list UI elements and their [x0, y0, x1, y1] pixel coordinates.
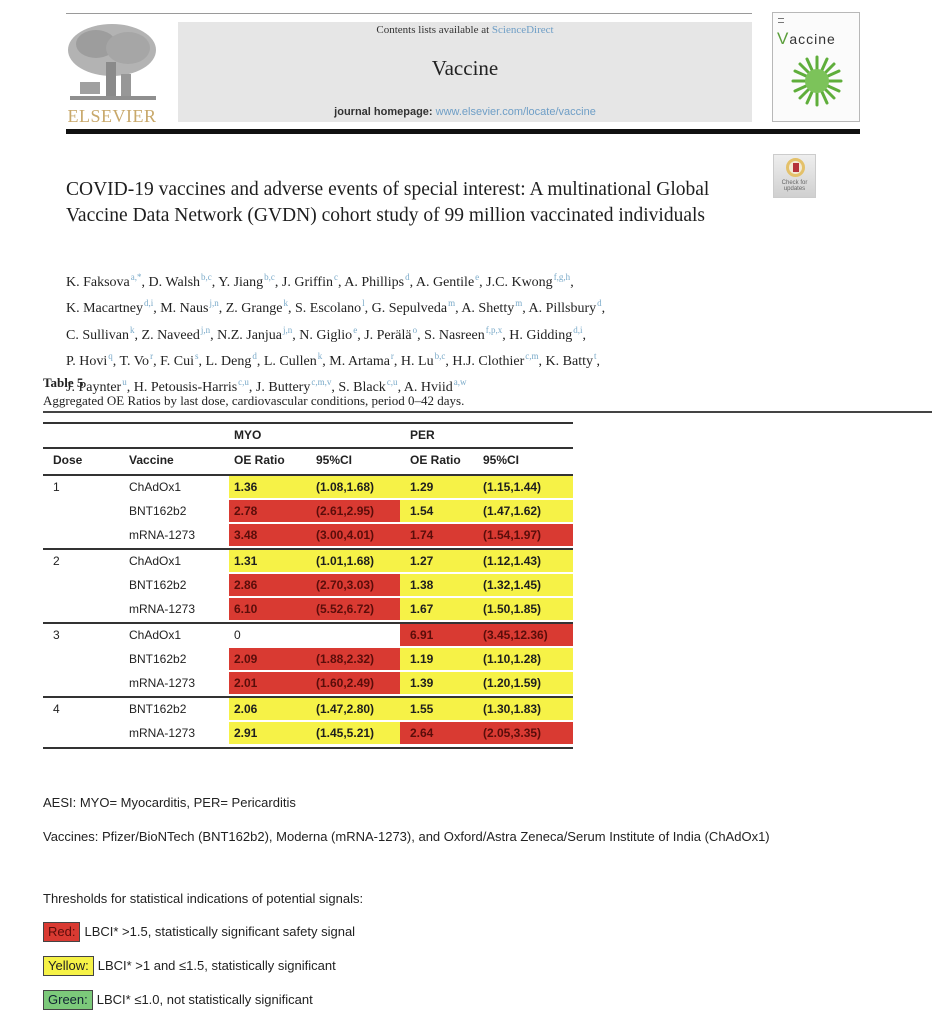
author-name[interactable]: C. Sullivan	[66, 327, 130, 343]
homepage-link[interactable]: www.elsevier.com/locate/vaccine	[435, 106, 596, 118]
author-name[interactable]: A. Shetty	[461, 301, 515, 317]
check-for-updates-button[interactable]	[773, 154, 816, 198]
header-top-rule	[66, 13, 286, 14]
author-affiliation[interactable]: q	[108, 350, 113, 361]
author-line: K. Macartney$^{d,i}$, M. Naus$^{j,n}$, Z. Grange$^k$, S. Escolano$^l$, G. Sepulveda$^m$, A. Shetty$^m$, A. Pillsbury$^d$,	[66, 298, 606, 317]
cell-myo-oe: 2.09	[229, 648, 310, 670]
cell-vaccine: ChAdOx1	[129, 554, 182, 568]
cell-myo-ci: (1.01,1.68)	[310, 550, 400, 572]
author-name[interactable]: N. Giglio	[299, 327, 353, 343]
group-header-per: PER	[410, 428, 435, 442]
author-name[interactable]: A. Phillips	[344, 275, 405, 290]
table-row	[43, 476, 573, 498]
cell-dose: 2	[53, 554, 60, 568]
group-header-row	[43, 424, 573, 446]
author-affiliation[interactable]: k	[283, 298, 288, 309]
author-name[interactable]: P. Hovi	[66, 353, 108, 369]
author-name[interactable]: S. Nasreen	[424, 327, 485, 343]
author-affiliation[interactable]: c,u	[386, 377, 398, 388]
column-header-row	[43, 449, 573, 471]
cell-myo-oe: 6.10	[229, 598, 310, 620]
author-affiliation[interactable]: s	[194, 350, 199, 361]
cell-per-oe: 1.74	[400, 524, 475, 546]
author-affiliation[interactable]: m	[448, 298, 456, 309]
cell-per-ci: (1.32,1.45)	[475, 574, 573, 596]
cell-per-ci: (1.50,1.85)	[475, 598, 573, 620]
legend-text-yellow: LBCI* >1 and ≤1.5, statistically significant	[97, 958, 336, 973]
author-affiliation[interactable]: r	[150, 350, 154, 361]
legend-item-green	[43, 990, 313, 1012]
author-affiliation[interactable]: d	[405, 272, 410, 282]
author-affiliation[interactable]: c,m	[525, 350, 539, 361]
table-row	[43, 550, 573, 572]
legend-item-yellow	[43, 956, 336, 978]
table-row	[43, 672, 573, 694]
cell-myo-ci: (2.61,2.95)	[310, 500, 400, 522]
author-line: K. Faksova$^{a,*}$, D. Walsh$^{b,c}$, Y. Jiang$^{b,c}$, J. Griffin$^c$, A. Phillips$^d$, A. Gentile$^e$, J.C. Kwong$^{f,g,h}$,	[66, 272, 574, 290]
table-caption: Aggregated OE Ratios by last dose, cardiovascular conditions, period 0–42 days.	[43, 393, 465, 408]
table-row	[43, 698, 573, 720]
cell-myo-ci: (1.45,5.21)	[310, 722, 400, 744]
legend-swatch-green: Green:	[43, 990, 93, 1010]
virus-illustration-icon	[789, 53, 845, 109]
cell-per-oe: 1.38	[400, 574, 475, 596]
author-affiliation[interactable]: b,c	[434, 350, 446, 361]
group-header-myo: MYO	[234, 428, 262, 442]
table-row	[43, 574, 573, 596]
cell-vaccine: BNT162b2	[129, 702, 187, 716]
author-line: C. Sullivan$^k$, Z. Naveed$^{j,n}$, N.Z. Janjua$^{j,n}$, N. Giglio$^e$, J. Perälä$^o$, S. Nasreen$^{f,p,x}$, H. Gidding$^{d,i}$,	[66, 324, 587, 343]
contents-prefix: Contents lists available at	[376, 24, 492, 36]
col-header-per-oe: OE Ratio	[410, 453, 461, 467]
author-list	[66, 267, 786, 398]
cell-per-oe: 2.64	[400, 722, 475, 744]
author-affiliation[interactable]: c	[333, 272, 338, 282]
author-name[interactable]: H. Lu	[400, 353, 434, 369]
author-name[interactable]: J. Buttery	[255, 380, 311, 396]
journal-cover-image	[772, 12, 860, 122]
table-row	[43, 500, 573, 522]
cell-per-oe: 1.19	[400, 648, 475, 670]
author-name[interactable]: A. Pillsbury	[528, 301, 597, 317]
cell-myo-oe: 0	[234, 628, 241, 642]
author-name[interactable]: F. Cui	[160, 353, 194, 369]
cell-myo-oe: 2.91	[229, 722, 310, 744]
aesi-note: AESI: MYO= Myocarditis, PER= Pericarditis	[43, 795, 296, 810]
author-affiliation[interactable]: o	[412, 324, 418, 335]
cell-dose: 3	[53, 628, 60, 642]
cell-myo-oe: 2.06	[229, 698, 310, 720]
author-name[interactable]: S. Black	[338, 380, 386, 396]
author-affiliation[interactable]: b,c	[264, 272, 275, 282]
table-label: Table 5	[43, 375, 84, 390]
journal-name: Vaccine	[431, 56, 499, 80]
author-name[interactable]: D. Walsh	[148, 275, 201, 290]
author-affiliation[interactable]: f,p,x	[485, 324, 503, 335]
cell-myo-ci: (3.00,4.01)	[310, 524, 400, 546]
contents-line	[178, 24, 752, 36]
author-affiliation[interactable]: d,i	[143, 298, 154, 309]
author-name[interactable]: K. Batty	[545, 353, 593, 369]
author-affiliation[interactable]: j,n	[283, 324, 293, 335]
author-name[interactable]: N.Z. Janjua	[217, 327, 283, 343]
cell-per-oe: 1.55	[400, 698, 475, 720]
author-affiliation[interactable]: k	[317, 350, 323, 361]
author-affiliation[interactable]: l	[362, 298, 365, 309]
author-affiliation[interactable]: k	[130, 324, 135, 335]
author-name[interactable]: K. Macartney	[66, 301, 143, 317]
cell-myo-oe: 3.48	[229, 524, 310, 546]
author-affiliation[interactable]: d	[597, 298, 602, 309]
cell-myo-oe: 1.31	[229, 550, 310, 572]
cell-per-oe: 1.39	[400, 672, 475, 694]
cell-per-oe: 1.67	[400, 598, 475, 620]
cell-per-oe: 1.27	[400, 550, 475, 572]
author-affiliation[interactable]: t	[594, 350, 597, 361]
cell-vaccine: ChAdOx1	[129, 628, 182, 642]
cell-vaccine: mRNA-1273	[129, 676, 196, 690]
legend-text-red: LBCI* >1.5, statistically significant safety signal	[84, 924, 356, 939]
table-row	[43, 722, 573, 744]
col-header-vaccine: Vaccine	[129, 453, 174, 467]
author-name[interactable]: Z. Grange	[225, 301, 283, 317]
author-name[interactable]: S. Escolano	[295, 301, 362, 317]
author-name[interactable]: A. Gentile	[415, 275, 475, 290]
author-name[interactable]: L. Cullen	[263, 353, 317, 369]
table-bottom-rule	[43, 747, 573, 749]
cell-myo-ci: (1.08,1.68)	[310, 476, 400, 498]
cell-vaccine: BNT162b2	[129, 504, 187, 518]
sciencedirect-link[interactable]: ScienceDirect	[491, 24, 554, 36]
author-name[interactable]: A. Hviid	[403, 380, 453, 396]
author-affiliation[interactable]: m	[515, 298, 523, 309]
author-affiliation[interactable]: j,n	[200, 324, 211, 335]
header-divider	[66, 129, 860, 134]
author-name[interactable]: J. Perälä	[364, 327, 412, 343]
homepage-line	[178, 106, 752, 118]
legend-item-red	[43, 922, 355, 944]
cell-per-ci: (1.20,1.59)	[475, 672, 573, 694]
cell-vaccine: mRNA-1273	[129, 726, 196, 740]
author-name[interactable]: Z. Naveed	[141, 327, 200, 343]
legend-swatch-yellow: Yellow:	[43, 956, 94, 976]
cover-title: Vaccine	[777, 29, 836, 48]
check-updates-label: Check for updates	[781, 180, 808, 192]
cell-per-ci: (1.54,1.97)	[475, 524, 573, 546]
col-header-per-ci: 95%CI	[483, 453, 520, 467]
cell-per-oe: 1.29	[400, 476, 475, 498]
author-affiliation[interactable]: b,c	[201, 272, 212, 282]
col-header-dose: Dose	[53, 453, 83, 467]
legend-swatch-red: Red:	[43, 922, 80, 942]
cell-myo-oe: 2.01	[229, 672, 310, 694]
cell-per-ci: (1.12,1.43)	[475, 550, 573, 572]
cell-per-ci: (1.15,1.44)	[475, 476, 573, 498]
cell-myo-oe: 2.86	[229, 574, 310, 596]
author-affiliation[interactable]: u	[122, 377, 127, 388]
cell-myo-oe: 1.36	[229, 476, 310, 498]
cell-per-oe: 1.54	[400, 500, 475, 522]
check-updates-icon	[786, 158, 805, 177]
col-header-myo-ci: 95%CI	[316, 453, 353, 467]
elsevier-logo	[66, 22, 158, 126]
col-header-myo-oe: OE Ratio	[234, 453, 285, 467]
table-row	[43, 598, 573, 620]
author-name[interactable]: Y. Jiang	[218, 275, 264, 290]
author-name[interactable]: M. Naus	[160, 301, 209, 317]
cell-myo-ci	[310, 624, 400, 646]
author-line: J. Paynter$^u$, H. Petousis-Harris$^{c,u}$, J. Buttery$^{c,m,v}$, S. Black$^{c,u}$, A. Hviid$^{a,w}$	[66, 377, 467, 396]
author-name[interactable]: J. Paynter	[66, 380, 122, 396]
author-affiliation[interactable]: a,*	[130, 272, 142, 282]
cell-myo-ci: (1.60,2.49)	[310, 672, 400, 694]
author-affiliation[interactable]: e	[475, 272, 480, 282]
cell-dose: 4	[53, 702, 60, 716]
author-name[interactable]: G. Sepulveda	[371, 301, 448, 317]
author-line: P. Hovi$^q$, T. Vo$^r$, F. Cui$^s$, L. Deng$^d$, L. Cullen$^k$, M. Artama$^r$, H. Lu$^{b,c}$, H.J. Clothier$^{c,m}$, K. Batty$^t$,	[66, 350, 601, 369]
cell-per-ci: (3.45,12.36)	[475, 624, 573, 646]
cell-vaccine: BNT162b2	[129, 578, 187, 592]
author-affiliation[interactable]: c,m,v	[311, 377, 332, 388]
cell-myo-oe: 2.78	[229, 500, 310, 522]
cell-myo-ci: (1.47,2.80)	[310, 698, 400, 720]
cell-vaccine: mRNA-1273	[129, 602, 196, 616]
author-affiliation[interactable]: d	[252, 350, 257, 361]
author-name[interactable]: H.J. Clothier	[452, 353, 525, 369]
author-affiliation[interactable]: j,n	[209, 298, 219, 309]
table-row	[43, 648, 573, 670]
legend-title: Thresholds for statistical indications of potential signals:	[43, 891, 364, 906]
cell-myo-ci: (2.70,3.03)	[310, 574, 400, 596]
table-row	[43, 524, 573, 546]
cell-myo-ci: (1.88,2.32)	[310, 648, 400, 670]
cell-per-oe: 6.91	[400, 624, 475, 646]
author-affiliation[interactable]: f,g,h	[553, 272, 571, 282]
homepage-label: journal homepage:	[334, 106, 436, 118]
author-affiliation[interactable]: a,w	[453, 377, 467, 388]
paper-title: COVID-19 vaccines and adverse events of special interest: A multinational Global Vaccine Data Network (GVDN) cohort study of 99 million vaccinated individuals	[66, 179, 710, 226]
author-name[interactable]: L. Deng	[205, 353, 252, 369]
header-top-rule	[286, 13, 752, 14]
cell-per-ci: (2.05,3.35)	[475, 722, 573, 744]
author-name[interactable]: H. Gidding	[509, 327, 573, 343]
author-affiliation[interactable]: c,u	[238, 377, 249, 388]
journal-header-band	[178, 22, 752, 122]
cell-per-ci: (1.30,1.83)	[475, 698, 573, 720]
author-name[interactable]: H. Petousis-Harris	[133, 380, 238, 396]
author-name[interactable]: J. Griffin	[281, 275, 333, 290]
author-name[interactable]: T. Vo	[119, 353, 150, 369]
oe-ratio-table	[43, 422, 573, 740]
cell-vaccine: BNT162b2	[129, 652, 187, 666]
cell-per-ci: (1.47,1.62)	[475, 500, 573, 522]
author-affiliation[interactable]: r	[390, 350, 394, 361]
cell-dose: 1	[53, 480, 60, 494]
author-affiliation[interactable]: d,i	[573, 324, 583, 335]
legend-text-green: LBCI* ≤1.0, not statistically significant	[96, 992, 313, 1007]
elsevier-wordmark: ELSEVIER	[67, 106, 157, 126]
cell-per-ci: (1.10,1.28)	[475, 648, 573, 670]
vaccines-note: Vaccines: Pfizer/BioNTech (BNT162b2), Moderna (mRNA-1273), and Oxford/Astra Zeneca/Serum Institute of India (ChAdOx1)	[43, 829, 770, 844]
cell-vaccine: mRNA-1273	[129, 528, 196, 542]
cell-vaccine: ChAdOx1	[129, 480, 182, 494]
author-affiliation[interactable]: e	[353, 324, 358, 335]
author-name[interactable]: J.C. Kwong	[486, 275, 553, 290]
cell-myo-ci: (5.52,6.72)	[310, 598, 400, 620]
author-name[interactable]: K. Faksova	[66, 275, 130, 290]
caption-rule	[43, 411, 932, 413]
table-row	[43, 624, 573, 646]
author-name[interactable]: M. Artama	[329, 353, 390, 369]
cover-logo-icon	[778, 18, 784, 23]
elsevier-tree-icon	[66, 22, 158, 104]
